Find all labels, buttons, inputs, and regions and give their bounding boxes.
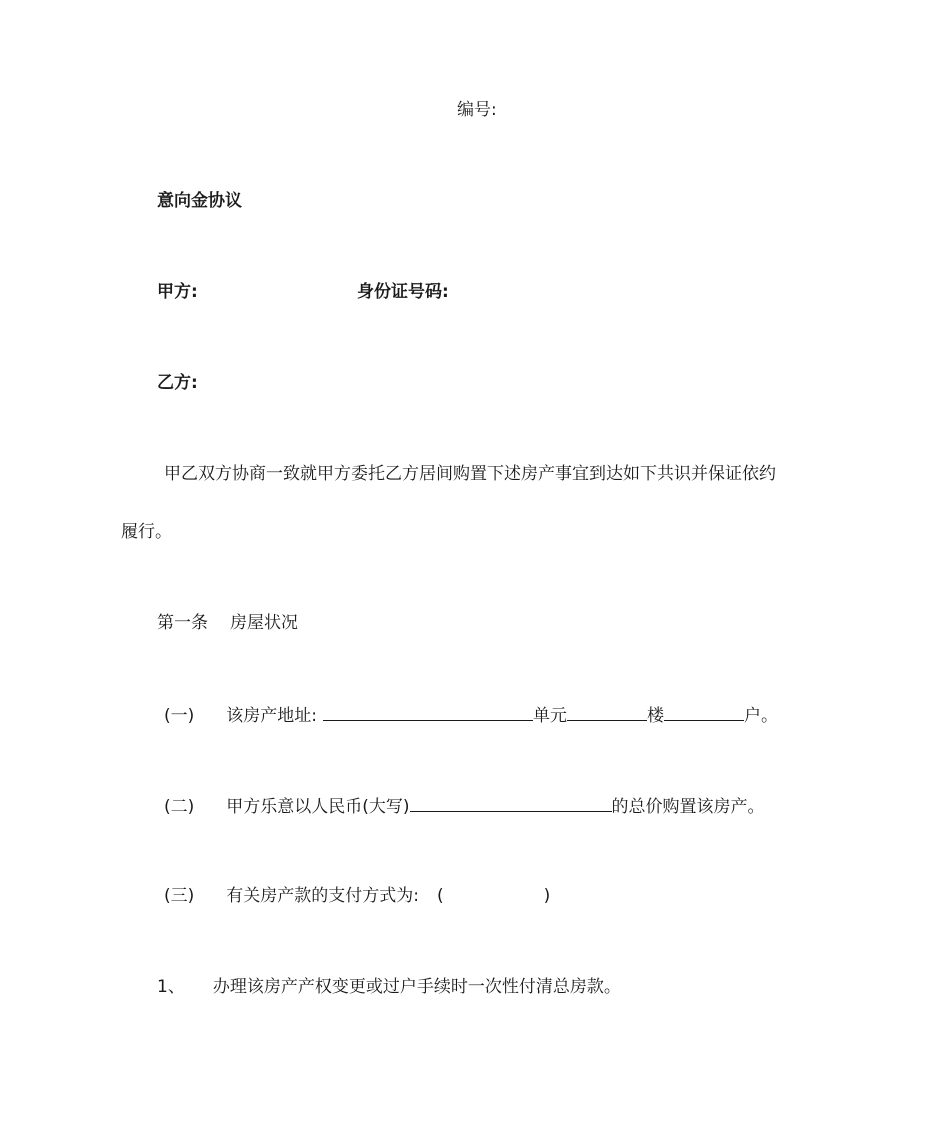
item-marker: (三) bbox=[164, 886, 195, 906]
id-number-label: 身份证号码: bbox=[357, 282, 449, 302]
document-number-label: 编号: bbox=[457, 100, 497, 120]
document-title: 意向金协议 bbox=[157, 191, 242, 211]
preamble-line-2: 履行。 bbox=[121, 522, 172, 542]
option-marker: 1、 bbox=[157, 977, 185, 997]
item-2 bbox=[164, 793, 765, 819]
unit-label: 单元 bbox=[533, 706, 567, 726]
preamble-line-1: 甲乙双方协商一致就甲方委托乙方居间购置下述房产事宜到达如下共识并保证依约 bbox=[164, 464, 776, 484]
payment-option-1 bbox=[157, 975, 621, 999]
unit-blank[interactable] bbox=[567, 702, 647, 721]
article-number: 第一条 bbox=[157, 613, 208, 633]
article-title: 房屋状况 bbox=[230, 613, 298, 633]
party-a-label: 甲方: bbox=[157, 282, 198, 302]
item-1 bbox=[164, 702, 778, 728]
item-text: 该房产地址: bbox=[226, 706, 317, 726]
item-text: 甲方乐意以人民币(大写) bbox=[226, 797, 410, 817]
item-marker: (一) bbox=[164, 706, 195, 726]
option-text: 办理该房产产权变更或过户手续时一次性付清总房款。 bbox=[212, 977, 621, 997]
paren-close: ) bbox=[543, 886, 551, 906]
address-blank[interactable] bbox=[323, 702, 533, 721]
floor-label: 楼 bbox=[647, 706, 664, 726]
paren-open: ( bbox=[437, 886, 444, 906]
floor-blank[interactable] bbox=[664, 702, 744, 721]
item-text: 有关房产款的支付方式为: bbox=[226, 886, 419, 906]
party-b-label: 乙方: bbox=[157, 373, 198, 393]
article-1-heading bbox=[157, 611, 298, 635]
total-price-blank[interactable] bbox=[410, 793, 612, 812]
item-3 bbox=[164, 884, 550, 908]
item-marker: (二) bbox=[164, 797, 195, 817]
household-label: 户。 bbox=[744, 706, 778, 726]
item-text-after: 的总价购置该房产。 bbox=[611, 797, 765, 817]
